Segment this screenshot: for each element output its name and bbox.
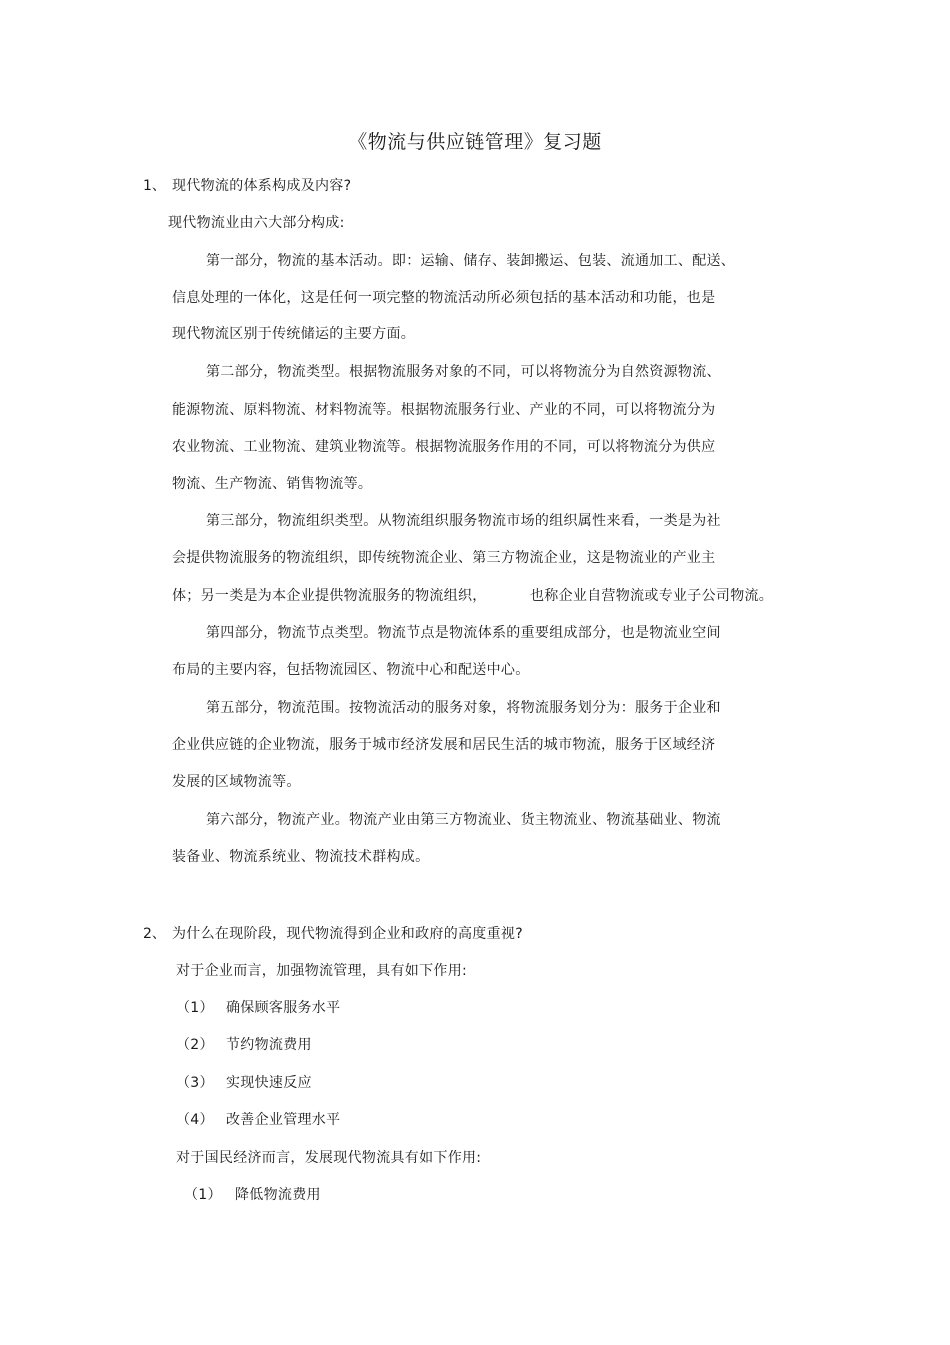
q2-item-1-number: （1）	[176, 1000, 214, 1016]
q2-item-4-text: 改善企业管理水平	[226, 1112, 341, 1128]
q1-p5-line-2: 企业供应链的企业物流，服务于城市经济发展和居民生活的城市物流，服务于区域经济	[172, 737, 716, 753]
q2-econ-item-1-text: 降低物流费用	[235, 1187, 321, 1203]
q1-p6-line-1: 第六部分，物流产业。物流产业由第三方物流业、货主物流业、物流基础业、物流	[206, 812, 721, 828]
q2-item-3-number: （3）	[176, 1075, 214, 1091]
q1-p2-line-4: 物流、生产物流、销售物流等。	[172, 476, 373, 492]
q1-p2-line-1: 第二部分，物流类型。根据物流服务对象的不同，可以将物流分为自然资源物流、	[206, 364, 721, 380]
q2-intro-2: 对于国民经济而言，发展现代物流具有如下作用:	[176, 1150, 482, 1166]
q1-p3-line-3-tail: 也称企业自营物流或专业子公司物流。	[530, 588, 774, 604]
q1-p3-line-1: 第三部分，物流组织类型。从物流组织服务物流市场的组织属性来看，一类是为社	[206, 513, 721, 529]
q1-p1-line-3: 现代物流区别于传统储运的主要方面。	[172, 326, 416, 342]
q2-intro-1: 对于企业而言，加强物流管理，具有如下作用:	[176, 963, 468, 979]
q2-econ-item-1-number: （1）	[184, 1187, 222, 1203]
q2-item-2-number: （2）	[176, 1037, 214, 1053]
q1-p6-line-2: 装备业、物流系统业、物流技术群构成。	[172, 849, 430, 865]
document-title: 《物流与供应链管理》复习题	[348, 131, 602, 153]
q1-p4-line-2: 布局的主要内容，包括物流园区、物流中心和配送中心。	[172, 662, 530, 678]
q1-p4-line-1: 第四部分，物流节点类型。物流节点是物流体系的重要组成部分，也是物流业空间	[206, 625, 721, 641]
q2-item-1-text: 确保顾客服务水平	[226, 1000, 341, 1016]
q1-p3-line-2: 会提供物流服务的物流组织，即传统物流企业、第三方物流企业，这是物流业的产业主	[172, 550, 716, 566]
question-1-number: 1、	[143, 178, 166, 194]
q1-p1-line-2: 信息处理的一体化，这是任何一项完整的物流活动所必须包括的基本活动和功能，也是	[172, 290, 716, 306]
q1-p2-line-2: 能源物流、原料物流、材料物流等。根据物流服务行业、产业的不同，可以将物流分为	[172, 402, 716, 418]
question-1-text: 现代物流的体系构成及内容?	[172, 178, 352, 194]
q1-p5-line-1: 第五部分，物流范围。按物流活动的服务对象，将物流服务划分为：服务于企业和	[206, 700, 721, 716]
q1-p2-line-3: 农业物流、工业物流、建筑业物流等。根据物流服务作用的不同，可以将物流分为供应	[172, 439, 716, 455]
q2-item-3-text: 实现快速反应	[226, 1075, 312, 1091]
q2-item-4-number: （4）	[176, 1112, 214, 1128]
q2-item-2-text: 节约物流费用	[226, 1037, 312, 1053]
q1-p3-line-3: 体；另一类是为本企业提供物流服务的物流组织，	[172, 588, 487, 604]
question-2-text: 为什么在现阶段，现代物流得到企业和政府的高度重视?	[172, 926, 523, 942]
q1-p1-line-1: 第一部分，物流的基本活动。即：运输、储存、装卸搬运、包装、流通加工、配送、	[206, 253, 736, 269]
q1-p5-line-3: 发展的区域物流等。	[172, 774, 301, 790]
q1-intro: 现代物流业由六大部分构成:	[168, 215, 345, 231]
question-2-number: 2、	[143, 926, 166, 942]
